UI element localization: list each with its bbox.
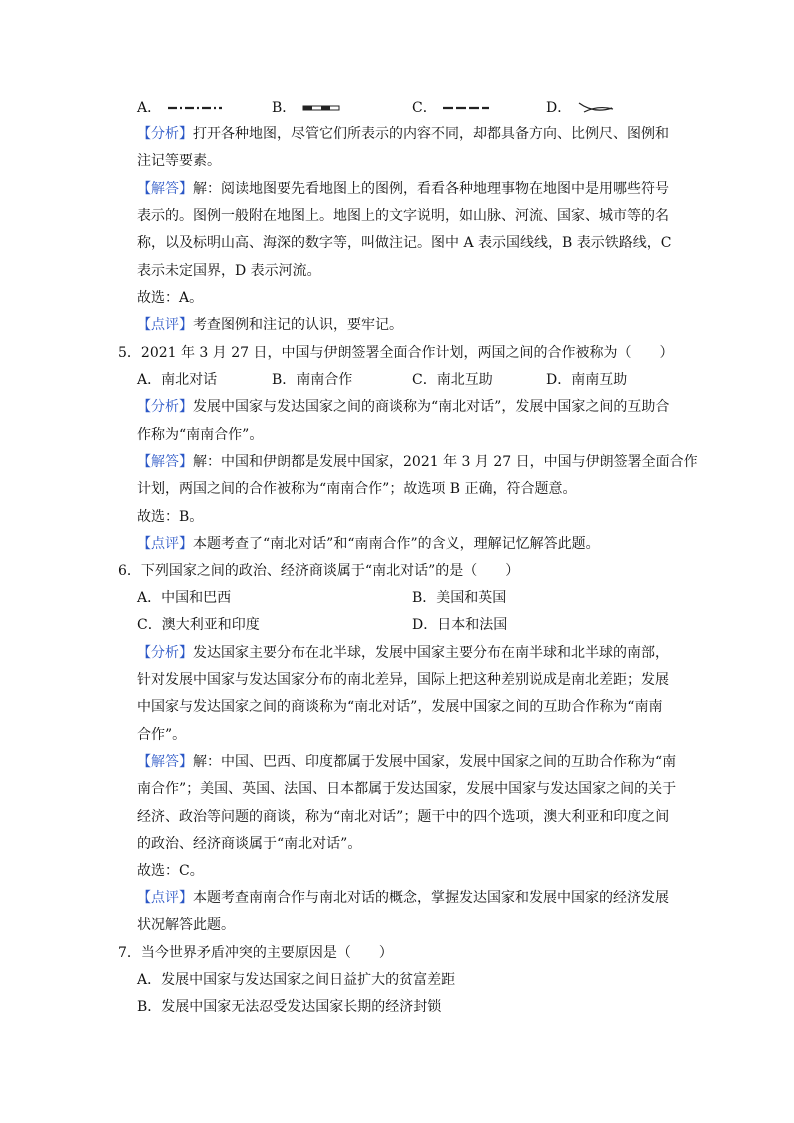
option-letter: D． [546,100,572,116]
q6-option-d: D．日本和法国 [412,617,508,633]
option-letter: A． [137,100,162,116]
answer-text: 解：阅读地图要先看地图上的图例，看看各种地理事物在地图中是用哪些符号 [193,181,669,197]
q5-stem: 5．2021 年 3 月 27 日，中国与伊朗签署全面合作计划，两国之间的合作被称为（ ） [118,345,674,361]
analysis-text: 发达国家主要分布在北半球，发展中国家主要分布在南半球和北半球的南部， [193,645,669,661]
q4-answer-line-3: 称，以及标明山高、海深的数字等，叫做注记。图中 A 表示国线线，B 表示铁路线，C [137,235,672,251]
q5-comment-line-1 [137,535,600,553]
q5-analysis-line-1 [137,398,669,416]
q6-option-a: A．中国和巴西 [137,590,232,606]
q4-comment-line-1 [137,316,403,334]
q6-answer-line-1 [137,753,676,771]
q5-option-a: A．南北对话 [137,372,218,388]
q7-option-b: B．发展中国家无法忍受发达国家长期的经济封锁 [137,999,442,1015]
q6-option-b: B．美国和英国 [412,590,507,606]
q4-option-c [412,99,491,117]
q4-option-b [272,99,341,117]
q6-option-c: C．澳大利亚和印度 [137,617,260,633]
option-letter: B． [272,100,297,116]
q4-answer-line-1 [137,180,669,198]
comment-text: 本题考查了“南北对话”和“南南合作”的含义，理解记忆解答此题。 [193,536,600,552]
q5-analysis-line-2: 作称为“南南合作”。 [137,427,264,443]
q5-option-b: B．南南合作 [272,372,353,388]
answer-tag: 【解答】 [137,454,193,470]
q6-analysis-line-2: 针对发展中国家与发达国家分布的南北差异，国际上把这种差别说成是南北差距；发展 [137,672,669,688]
answer-text: 解：中国和伊朗都是发展中国家，2021 年 3 月 27 日，中国与伊朗签署全面合作 [193,454,698,470]
railway-line-icon [301,103,341,113]
answer-text: 解：中国、巴西、印度都属于发展中国家，发展中国家之间的互助合作称为“南 [193,754,677,770]
q6-answer-line-4: 的政治、经济商谈属于“南北对话”。 [137,836,362,852]
q7-option-a: A．发展中国家与发达国家之间日益扩大的贫富差距 [137,972,456,988]
comment-text: 考查图例和注记的认识，要牢记。 [193,317,403,333]
q6-analysis-line-3: 中国家与发达国家之间的商谈称为“南北对话”，发展中国家之间的互助合作称为“南南 [137,699,663,715]
q4-choice: 故选：A。 [137,290,204,306]
q6-comment-line-1 [137,889,669,907]
q5-choice: 故选：B。 [137,509,204,525]
q5-option-d: D．南南互助 [546,372,628,388]
q6-answer-line-3: 经济、政治等问题的商谈，称为“南北对话”；题干中的四个选项，澳大利亚和印度之间 [137,809,670,825]
q4-answer-line-4: 表示未定国界，D 表示河流。 [137,263,321,279]
q7-stem: 7．当今世界矛盾冲突的主要原因是（ ） [118,945,393,961]
q4-option-a [137,99,224,117]
comment-tag: 【点评】 [137,317,193,333]
q6-answer-line-2: 南合作”；美国、英国、法国、日本都属于发达国家，发展中国家与发达国家之间的关于 [137,781,677,797]
country-border-line-icon [166,103,224,113]
undetermined-border-line-icon [441,103,491,113]
q6-stem: 6．下列国家之间的政治、经济商谈属于“南北对话”的是（ ） [118,563,520,579]
q4-analysis-line-1 [137,125,669,143]
answer-tag: 【解答】 [137,181,193,197]
comment-tag: 【点评】 [137,536,193,552]
q6-choice: 故选：C。 [137,863,204,879]
river-line-icon [576,100,616,116]
q5-option-c: C．南北互助 [412,372,493,388]
q5-answer-line-1 [137,453,698,471]
q4-option-d [546,99,616,117]
option-letter: C． [412,100,437,116]
analysis-text: 打开各种地图，尽管它们所表示的内容不同，却都具备方向、比例尺、图例和 [193,126,669,142]
q5-answer-line-2: 计划，两国之间的合作被称为“南南合作”；故选项 B 正确，符合题意。 [137,481,577,497]
q4-answer-line-2: 表示的。图例一般附在地图上。地图上的文字说明，如山脉、河流、国家、城市等的名 [137,208,669,224]
q6-analysis-line-4: 合作”。 [137,727,187,743]
comment-text: 本题考查南南合作与南北对话的概念，掌握发达国家和发展中国家的经济发展 [193,890,669,906]
analysis-tag: 【分析】 [137,645,193,661]
analysis-tag: 【分析】 [137,126,193,142]
comment-tag: 【点评】 [137,890,193,906]
q6-comment-line-2: 状况解答此题。 [137,917,235,933]
analysis-tag: 【分析】 [137,399,193,415]
q6-analysis-line-1 [137,644,669,662]
analysis-text: 发展中国家与发达国家之间的商谈称为“南北对话”，发展中国家之间的互助合 [193,399,670,415]
q4-analysis-line-2: 注记等要素。 [137,153,221,169]
answer-tag: 【解答】 [137,754,193,770]
